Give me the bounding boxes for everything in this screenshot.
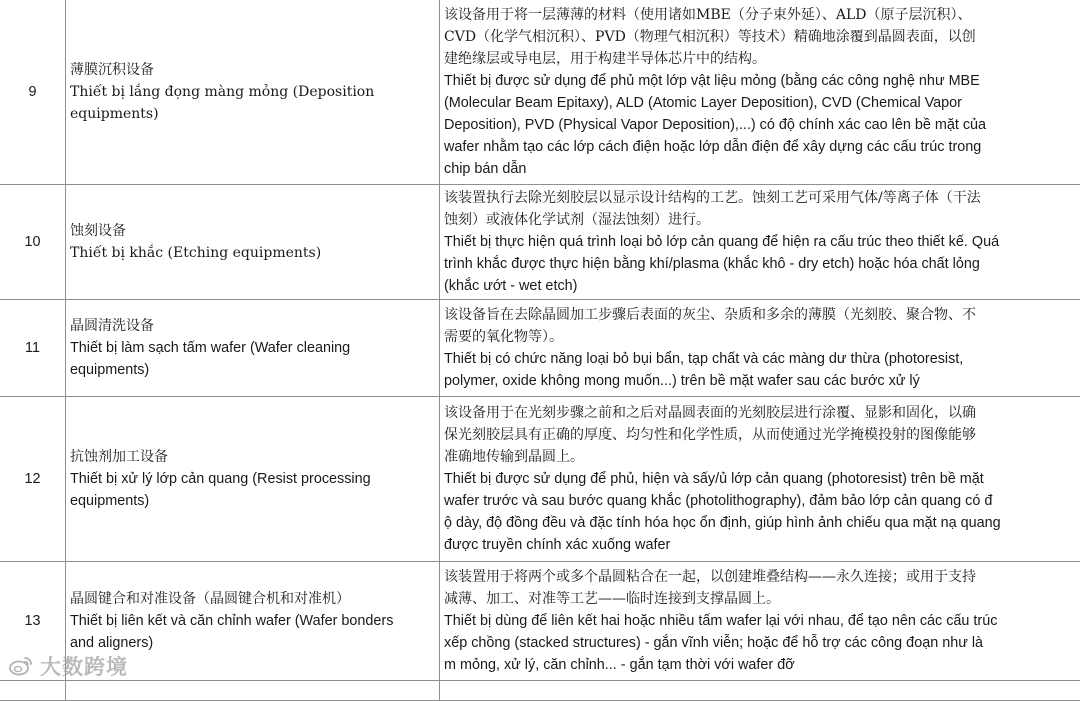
equipment-name-vi: Thiết bị làm sạch tấm wafer (Wafer cleaning equipments) [70, 337, 435, 381]
equipment-name-cell [66, 562, 440, 681]
description-vi: Thiết bị dùng để liên kết hai hoặc nhiều tấm wafer lại với nhau, để tạo nên các cấu trúc xếp chồng (stacked structures) - gắn vĩnh viễn; hoặc để hỗ trợ các công đoạn như là m mỏng, xử lý, căn chỉnh... - gắn tạm thời với wafer đỡ [444, 610, 1076, 676]
equipment-name-zh: 晶圆清洗设备 [70, 315, 435, 337]
description-zh: 该设备用于在光刻步骤之前和之后对晶圆表面的光刻胶层进行涂覆、显影和固化，以确 保光刻胶层具有正确的厚度、均匀性和化学性质，从而使通过光学掩模投射的图像能够 准确地传输到晶圆上。 [444, 402, 1076, 468]
equipment-name-zh: 薄膜沉积设备 [70, 59, 435, 81]
table-row [0, 185, 1080, 300]
empty-cell [66, 681, 440, 701]
equipment-name-vi: Thiết bị khắc (Etching equipments) [70, 242, 435, 264]
row-number: 13 [0, 562, 66, 681]
description-vi: Thiết bị được sử dụng để phủ một lớp vật liệu mỏng (bằng các công nghệ như MBE (Molecular Beam Epitaxy), ALD (Atomic Layer Deposition), CVD (Chemical Vapor Deposition), PVD (Physical Vapor Deposition),...) có độ chính xác cao lên bề mặt của wafer nhằm tạo các lớp cách điện hoặc lớp dẫn điện để xây dựng các cấu trúc trong chip bán dẫn [444, 70, 1076, 180]
table-row [0, 300, 1080, 397]
table-row [0, 562, 1080, 681]
table-row [0, 681, 1080, 701]
row-number: 11 [0, 300, 66, 397]
row-number: 12 [0, 397, 66, 562]
table-row [0, 397, 1080, 562]
description-zh: 该设备用于将一层薄薄的材料（使用诸如MBE（分子束外延）、ALD（原子层沉积）、 CVD（化学气相沉积）、PVD（物理气相沉积）等技术）精确地涂覆到晶圆表面，以创 建绝缘层或导电层，用于构建半导体芯片中的结构。 [444, 4, 1076, 70]
description-vi: Thiết bị có chức năng loại bỏ bụi bẩn, tạp chất và các màng dư thừa (photoresist, polymer, oxide không mong muốn...) trên bề mặt wafer sau các bước xử lý [444, 348, 1076, 392]
description-cell [440, 185, 1080, 300]
equipment-name-zh: 蚀刻设备 [70, 220, 435, 242]
description-zh: 该装置执行去除光刻胶层以显示设计结构的工艺。蚀刻工艺可采用气体/等离子体（干法 蚀刻）或液体化学试剂（湿法蚀刻）进行。 [444, 187, 1076, 231]
equipment-name-vi: Thiết bị liên kết và căn chỉnh wafer (Wafer bonders and aligners) [70, 610, 435, 654]
equipment-name-zh: 抗蚀剂加工设备 [70, 446, 435, 468]
row-number: 10 [0, 185, 66, 300]
description-zh: 该设备旨在去除晶圆加工步骤后表面的灰尘、杂质和多余的薄膜（光刻胶、聚合物、不 需要的氧化物等）。 [444, 304, 1076, 348]
equipment-name-cell [66, 185, 440, 300]
watermark-text: 大数跨境 [40, 651, 128, 681]
description-cell [440, 300, 1080, 397]
equipment-name-vi: Thiết bị xử lý lớp cản quang (Resist processing equipments) [70, 468, 435, 512]
empty-cell [440, 681, 1080, 701]
description-vi: Thiết bị thực hiện quá trình loại bỏ lớp cản quang để hiện ra cấu trúc theo thiết kế. Quá trình khắc được thực hiện bằng khí/plasma (khắc khô - dry etch) hoặc hóa chất lỏng (khắc ướt - wet etch) [444, 231, 1076, 297]
empty-cell [0, 681, 66, 701]
description-zh: 该装置用于将两个或多个晶圆粘合在一起，以创建堆叠结构——永久连接；或用于支持 减薄、加工、对准等工艺——临时连接到支撑晶圆上。 [444, 566, 1076, 610]
description-cell [440, 0, 1080, 185]
description-cell [440, 397, 1080, 562]
description-vi: Thiết bị được sử dụng để phủ, hiện và sấy/ủ lớp cản quang (photoresist) trên bề mặt wafer trước và sau bước quang khắc (photolithography), đảm bảo lớp cản quang có đ ộ dày, độ đồng đều và đặc tính hóa học ổn định, giúp hình ảnh chiếu qua mặt nạ quang được truyền chính xác xuống wafer [444, 468, 1076, 556]
row-number: 9 [0, 0, 66, 185]
equipment-name-zh: 晶圆键合和对准设备（晶圆键合机和对准机） [70, 588, 435, 610]
equipment-name-vi: Thiết bị lắng đọng màng mỏng (Deposition equipments) [70, 81, 435, 125]
equipment-name-cell [66, 0, 440, 185]
description-cell [440, 562, 1080, 681]
equipment-name-cell [66, 397, 440, 562]
equipment-name-cell [66, 300, 440, 397]
table-row [0, 0, 1080, 185]
